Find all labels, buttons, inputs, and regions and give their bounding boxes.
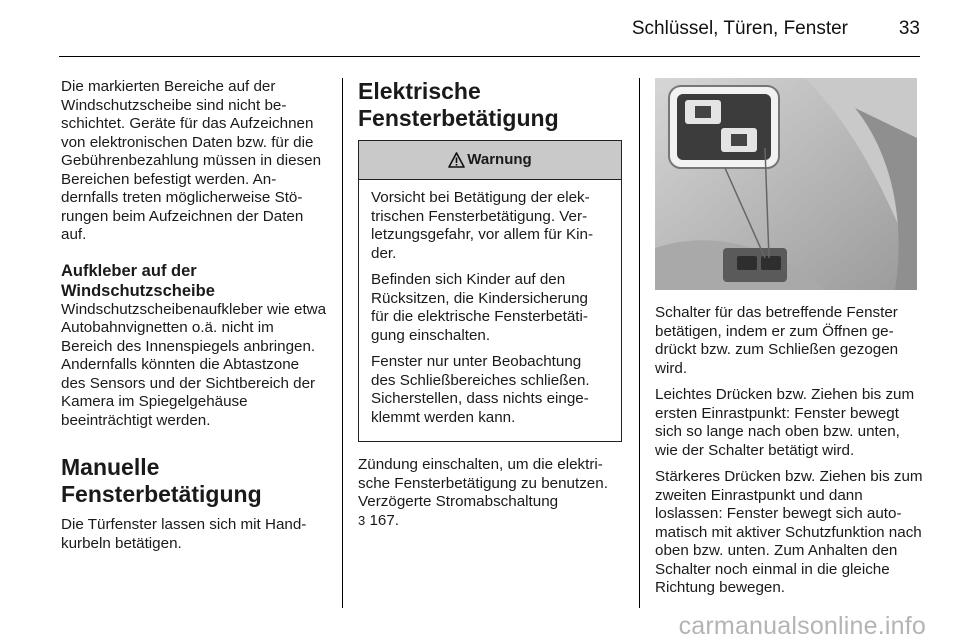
- warning-label: Warnung: [467, 150, 532, 168]
- ignition-paragraph: [358, 456, 622, 530]
- window-switch-photo: [655, 78, 917, 290]
- column-right: [655, 78, 923, 606]
- watermark: carmanualsonline.info: [678, 612, 926, 640]
- switch-paragraph-1: Schalter für das betreffende Fenster betätigen, indem er zum Öffnen gedrückt bzw. zum Schließen gezogen wird.: [655, 304, 899, 377]
- page-reference-arrow-icon: 3: [358, 512, 366, 528]
- warning-paragraph-1: Vorsicht bei Betätigung der elektrischen Fensterbetätigung. Verletzungsgefahr, vor allem für Kinder.: [371, 189, 594, 262]
- switch-paragraph-3: Stärkeres Drücken bzw. Ziehen bis zum zweiten Einrastpunkt und dann loslassen: Fenster bewegt sich automatisch mit aktiver Schutzfunktion nach oben bzw. unten. Zum Anhalten den Schalter noch einmal in die gleiche Richtung bewegen.: [655, 468, 923, 596]
- warning-paragraph-3: Fenster nur unter Beobachtung des Schließbereiches schließen. Sicherstellen, dass nichts eingeklemmt werden kann.: [371, 353, 590, 426]
- warning-paragraph-2: Befinden sich Kinder auf den Rücksitzen, die Kindersicherung für die elektrische Fensterbetätigung einschalten.: [371, 271, 588, 344]
- sticker-heading: Aufkleber auf der Windschutzscheibe: [61, 261, 215, 300]
- warning-body: [359, 180, 621, 441]
- page-header-title: Schlüssel, Türen, Fenster: [631, 18, 848, 39]
- column-left: [61, 78, 327, 561]
- intro-paragraph: Die markierten Bereiche auf der Windschutzscheibe sind nicht beschichtet. Geräte für das Aufzeichnen von elektronischen Daten bzw. für die Gebührenbezahlung müssen in diesen Bereichen befestigt werden. Andernfalls treten möglicherweise Störungen beim Aufzeichnen der Daten auf.: [61, 78, 322, 243]
- column-divider-2: [639, 78, 640, 608]
- page-reference[interactable]: 167.: [369, 511, 400, 529]
- manual-window-heading: Manuelle Fensterbetätigung: [61, 454, 262, 507]
- manual-window-paragraph: Die Türfenster lassen sich mit Handkurbeln betätigen.: [61, 516, 307, 552]
- ignition-text: Zündung einschalten, um die elektrische Fensterbetätigung zu benutzen. Verzögerte Stromabschaltung: [358, 456, 608, 510]
- switch-paragraph-2: Leichtes Drücken bzw. Ziehen bis zum ersten Einrastpunkt: Fenster bewegt sich so lange nach oben bzw. unten, wie der Schalter betätigt wird.: [655, 386, 915, 459]
- column-divider-1: [342, 78, 343, 608]
- warning-triangle-icon: [448, 152, 465, 168]
- page-number: 33: [898, 18, 920, 39]
- column-middle: [358, 78, 622, 538]
- warning-header: [359, 141, 621, 180]
- warning-box: [358, 140, 622, 442]
- sticker-paragraph: Windschutzscheibenaufkleber wie etwa Autobahnvignetten o.ä. nicht im Bereich des Innenspiegels anbringen. Andernfalls könnten die Abtastzone des Sensors und der Sichtbereich der Kamera im Spiegelgehäuse beeinträchtigt werden.: [61, 300, 327, 429]
- electric-window-heading: Elektrische Fensterbetätigung: [358, 78, 559, 131]
- header-divider: [59, 56, 920, 57]
